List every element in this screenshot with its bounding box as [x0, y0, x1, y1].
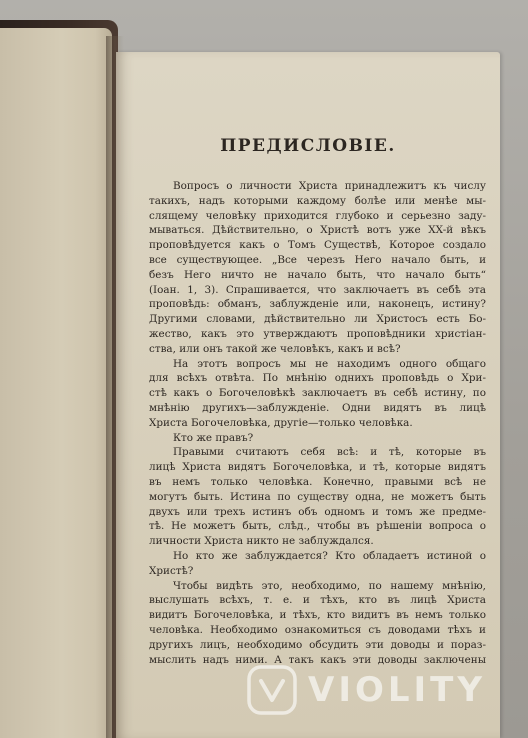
- text-line: стѣ какъ о Богочеловѣкѣ заключаетъ въ себѣ истину, по: [149, 387, 486, 400]
- page-text: [149, 179, 486, 667]
- text-line: Христѣ?: [149, 564, 194, 577]
- text-line: слящему человѣку приходится глубоко и серьезно заду-: [149, 209, 486, 222]
- text-line: Вопросъ о личности Христа принадлежитъ къ числу: [173, 180, 486, 192]
- text-line: мнѣнію другихъ—заблужденіе. Одни видятъ въ лицѣ: [149, 401, 486, 414]
- text-line: для всѣхъ отвѣта. По мнѣнію однихъ проповѣдь о Хри-: [149, 372, 486, 385]
- text-line: На этотъ вопросъ мы не находимъ одного общаго: [173, 357, 486, 370]
- page-title: ПРЕДИСЛОВІЕ.: [220, 136, 396, 156]
- text-line: двухъ или трехъ истинъ объ одномъ и томъ же предме-: [149, 505, 486, 518]
- watermark-text: VIOLITY: [308, 670, 486, 710]
- text-line: личности Христа никто не заблуждался.: [149, 535, 374, 548]
- watermark: [246, 664, 516, 716]
- text-line: Христа Богочеловѣка, другіе—только человѣка.: [149, 416, 413, 429]
- text-line: могутъ быть. Истина по существу одна, не можетъ быть: [149, 490, 486, 503]
- text-line: мываться. Дѣйствительно, о Христѣ вотъ уже XX-й вѣкъ: [149, 224, 486, 237]
- text-line: человѣка. Необходимо ознакомиться съ доводами тѣхъ и: [149, 623, 486, 636]
- left-page-edge: [0, 28, 112, 738]
- text-line: ства, или онъ такой же человѣкъ, какъ и всѣ?: [149, 342, 401, 355]
- text-line: другихъ лицъ, необходимо обсудить эти доводы и пораз-: [149, 638, 486, 651]
- text-line: (Іоан. 1, 3). Спрашивается, что заключаетъ въ себѣ эта: [149, 283, 486, 296]
- text-line: все существующее. „Все черезъ Него начало быть, и: [149, 253, 486, 266]
- text-line: Другими словами, дѣйствительно ли Христосъ есть Бо-: [149, 313, 486, 326]
- text-line: Кто же правъ?: [173, 431, 254, 444]
- text-line: проповѣдуется какъ о Томъ Существѣ, Которое создало: [149, 239, 486, 252]
- text-line: такихъ, надъ которыми каждому болѣе или менѣе мы-: [149, 194, 486, 207]
- text-line: проповѣдь: обманъ, заблужденіе или, наконецъ, истину?: [149, 298, 486, 311]
- text-line: Правыми считаютъ себя всѣ: и тѣ, которые въ: [173, 446, 486, 459]
- text-line: въ немъ только человѣка. Конечно, правыми всѣ не: [149, 475, 486, 488]
- text-line: лицѣ Христа видятъ Богочеловѣка, и тѣ, которые видятъ: [149, 461, 486, 474]
- text-line: тѣ. Не можетъ быть, слѣд., чтобы въ рѣшеніи вопроса о: [149, 520, 486, 533]
- text-line: Но кто же заблуждается? Кто обладаетъ истиной о: [173, 549, 486, 562]
- text-line: Чтобы видѣть это, необходимо, по нашему мнѣнію,: [173, 579, 486, 592]
- text-line: жество, какъ это утверждаютъ проповѣдники христіан-: [149, 327, 486, 340]
- text-line: выслушать всѣхъ, т. е. и тѣхъ, кто въ лицѣ Христа: [149, 594, 486, 607]
- text-line: мыслить надъ ними. А такъ какъ эти доводы заключены: [149, 653, 486, 666]
- violity-logo-icon: [246, 664, 298, 716]
- text-line: видитъ Богочеловѣка, и тѣхъ, кто видитъ въ немъ только: [149, 609, 486, 622]
- text-line: безъ Него ничто не начало быть, что начало быть“: [149, 268, 486, 281]
